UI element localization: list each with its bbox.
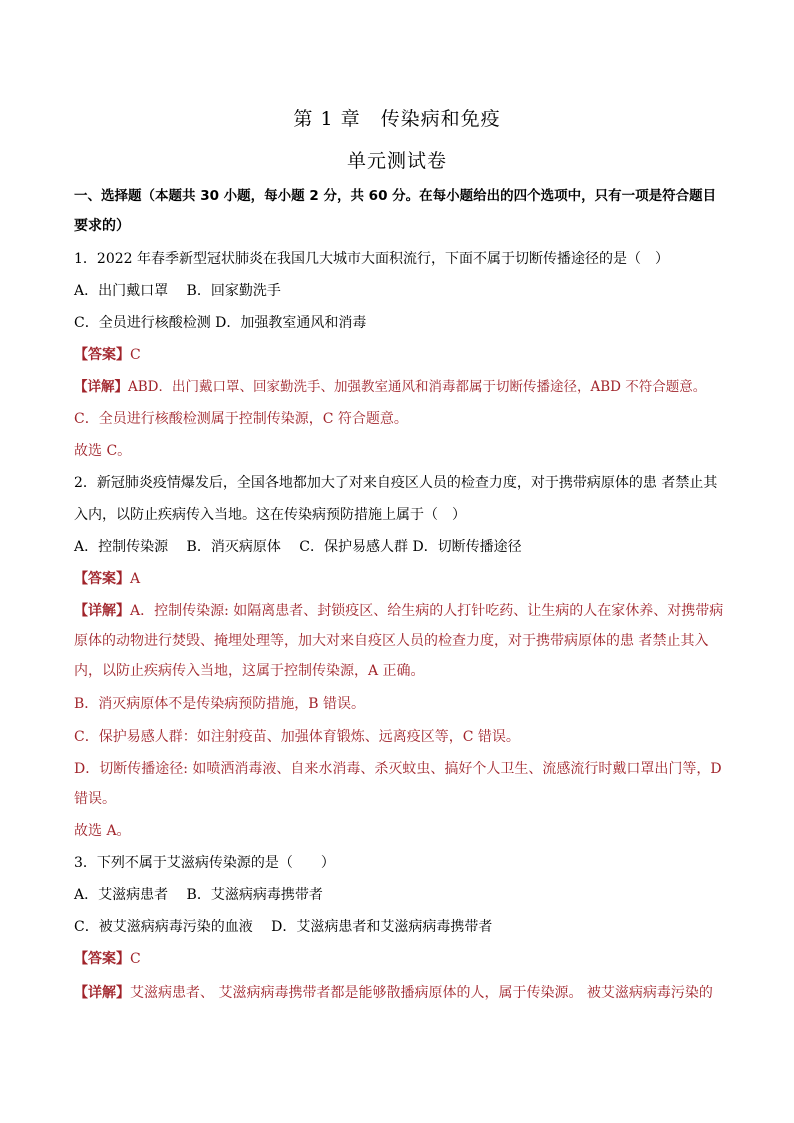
q3-detail-line1 [74, 983, 724, 1003]
q3-answer [74, 949, 724, 969]
section-heading-line2: 要求的） [74, 218, 130, 234]
q1-options-line2: C．全员进行核酸检测 D．加强教室通风和消毒 [74, 315, 367, 331]
detail-tag: 【详解】 [74, 985, 130, 1001]
q1-detail-line2: C．全员进行核酸检测属于控制传染源，C 符合题意。 [74, 411, 408, 427]
q2-detail-line5: C．保护易感人群：如注射疫苗、加强体育锻炼、远离疫区等，C 错误。 [74, 729, 520, 745]
detail-tag: 【详解】 [74, 379, 128, 395]
q2-detail-line4: B．消灭病原体不是传染病预防措施，B 错误。 [74, 696, 366, 712]
q2-answer [74, 569, 724, 589]
q1-options-line1: A．出门戴口罩 B．回家勤洗手 [74, 283, 281, 299]
detail-text: ABD．出门戴口罩、回家勤洗手、加强教室通风和消毒都属于切断传播途径，ABD 不符合题意。 [128, 379, 707, 395]
detail-text: 艾滋病患者、 艾滋病病毒携带者都是能够散播病原体的人，属于传染源。 被艾滋病病毒污染的 [130, 985, 713, 1001]
q2-detail-line6: D．切断传播途径: 如喷洒消毒液、自来水消毒、杀灭蚊虫、搞好个人卫生、流感流行时戴口罩出门等，D [74, 761, 722, 777]
q2-detail-line1 [74, 601, 724, 621]
answer-tag: 【答案】 [74, 571, 130, 587]
q2-options-line1: A．控制传染源 B．消灭病原体 C．保护易感人群 D．切断传播途径 [74, 539, 522, 555]
q2-detail-line7: 错误。 [74, 791, 116, 807]
detail-text: A．控制传染源: 如隔离患者、封锁疫区、给生病的人打针吃药、让生病的人在家休养、对携带病 [130, 603, 724, 619]
q2-conclusion: 故选 A。 [74, 823, 131, 839]
answer-value: A [130, 571, 141, 587]
subtitle: 单元测试卷 [346, 150, 447, 172]
answer-tag: 【答案】 [74, 347, 130, 363]
q1-stem: 1．2022 年春季新型冠状肺炎在我国几大城市大面积流行，下面不属于切断传播途径的是（ ） [74, 251, 669, 267]
chapter-title: 第 1 章 传染病和免疫 [293, 108, 501, 130]
answer-value: C [130, 951, 141, 967]
q3-options-line1: A．艾滋病患者 B．艾滋病病毒携带者 [74, 887, 323, 903]
answer-tag: 【答案】 [74, 951, 130, 967]
q3-stem: 3．下列不属于艾滋病传染源的是（ ） [74, 855, 335, 871]
q1-detail-line1 [74, 377, 724, 397]
q3-options-line2: C．被艾滋病病毒污染的血液 D．艾滋病患者和艾滋病病毒携带者 [74, 919, 493, 935]
q1-answer [74, 345, 724, 365]
q1-conclusion: 故选 C。 [74, 443, 132, 459]
section-heading-line1: 一、选择题（本题共 30 小题，每小题 2 分，共 60 分。在每小题给出的四个选项中，只有一项是符合题目 [74, 188, 717, 204]
answer-value: C [130, 347, 141, 363]
q2-detail-line3: 内，以防止疾病传入当地，这属于控制传染源，A 正确。 [74, 663, 425, 679]
q2-stem-line1: 2．新冠肺炎疫情爆发后，全国各地都加大了对来自疫区人员的检查力度，对于携带病原体的患 者禁止其 [74, 475, 718, 491]
q2-stem-line2: 入内，以防止疾病传入当地。这在传染病预防措施上属于（ ） [74, 507, 466, 523]
detail-tag: 【详解】 [74, 603, 130, 619]
q2-detail-line2: 原体的动物进行焚毁、掩埋处理等，加大对来自疫区人员的检查力度，对于携带病原体的患 者禁止其入 [74, 633, 709, 649]
